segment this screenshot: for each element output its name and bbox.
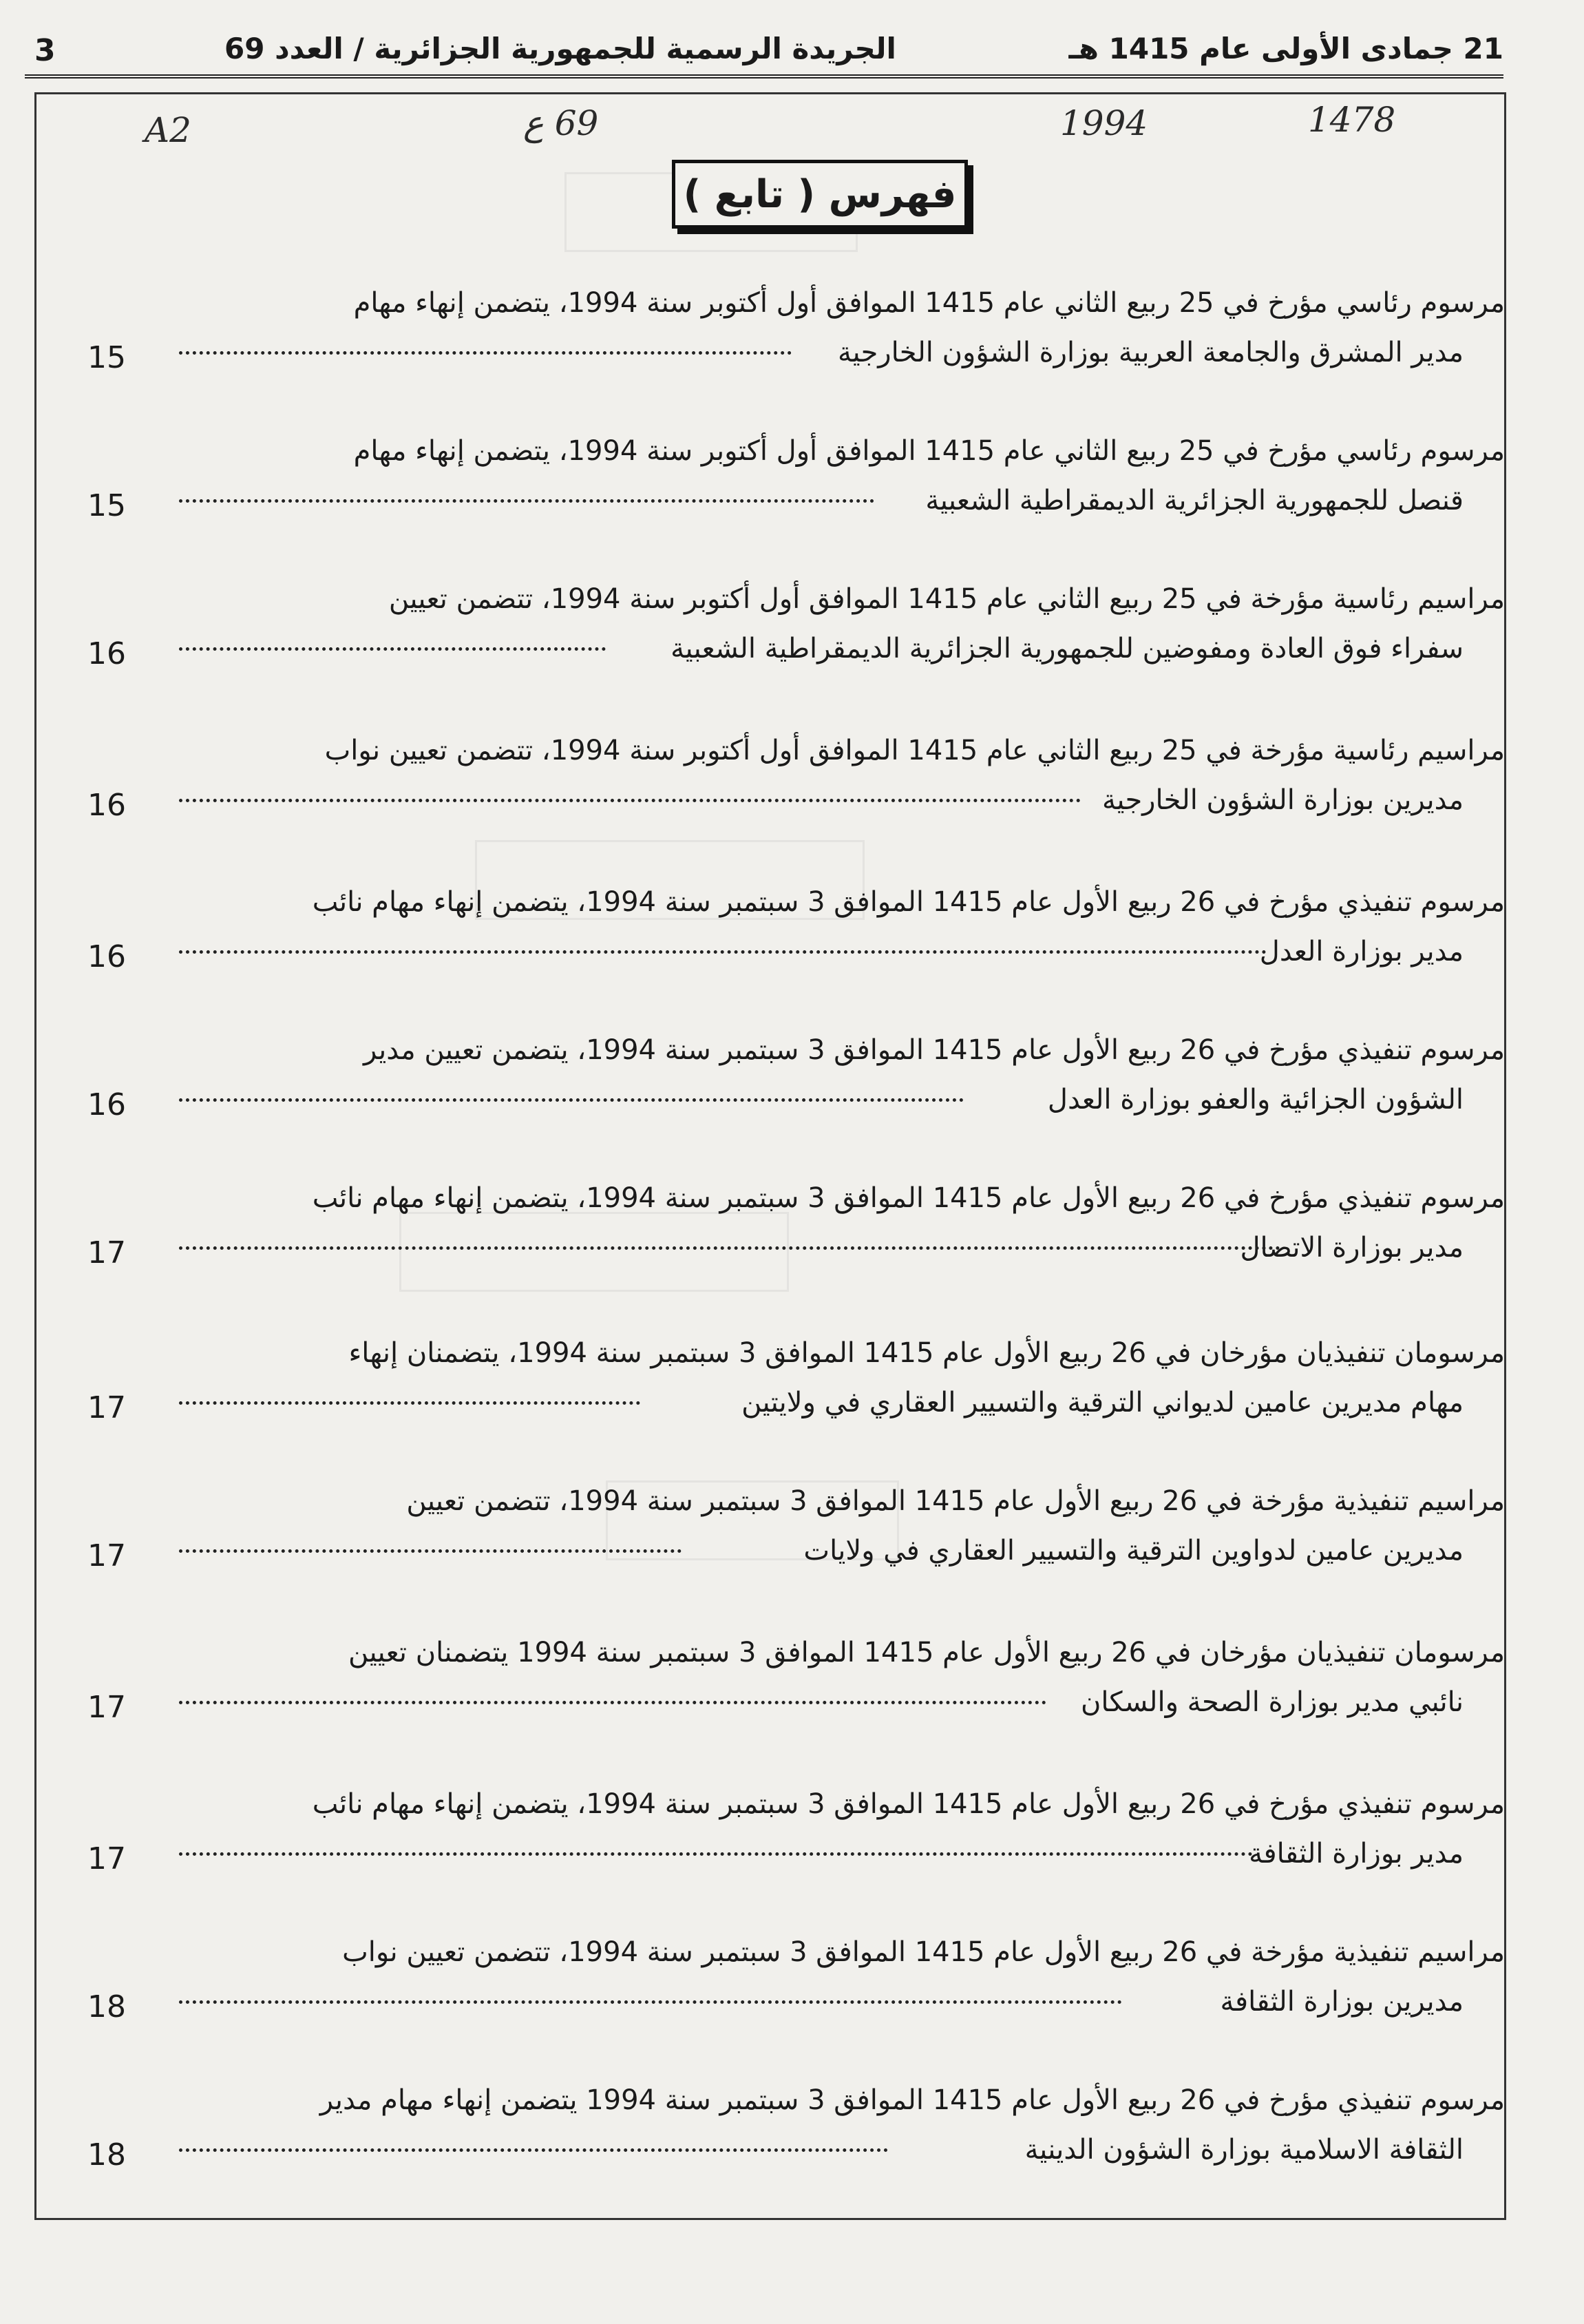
- issue-date: 21 جمادى الأولى عام 1415 هـ: [1068, 32, 1503, 65]
- dot-leader: [179, 1852, 1253, 1856]
- toc-entry[interactable]: [69, 1177, 1505, 1281]
- entry-title-line-2: مدير المشرق والجامعة العربية بوزارة الشؤون الخارجية: [838, 337, 1464, 368]
- entry-title-line-2: الشؤون الجزائية والعفو بوزارة العدل: [1047, 1084, 1464, 1116]
- entry-title-line-1: مرسوم رئاسي مؤرخ في 25 ربيع الثاني عام 1415 الموافق أول أكتوبر سنة 1994، يتضمن إنهاء مهام: [353, 287, 1505, 319]
- toc-entry[interactable]: [69, 430, 1505, 534]
- dot-leader: [179, 1549, 682, 1553]
- entry-page-number: 18: [87, 2137, 126, 2173]
- toc-entry[interactable]: [69, 2080, 1505, 2183]
- entry-title-line-1: مراسيم رئاسية مؤرخة في 25 ربيع الثاني عام 1415 الموافق أول أكتوبر سنة 1994، تتضمن تعيين: [388, 583, 1505, 615]
- dot-leader: [179, 647, 606, 651]
- entry-title-line-2: مدير بوزارة الاتصال: [1240, 1232, 1464, 1264]
- entry-title-line-1: مرسومان تنفيذيان مؤرخان في 26 ربيع الأول عام 1415 الموافق 3 سبتمبر سنة 1994، يتضمنان إنهاء: [348, 1337, 1505, 1369]
- entry-title-line-2: نائبي مدير بوزارة الصحة والسكان: [1080, 1686, 1464, 1718]
- page-number: 3: [34, 33, 56, 68]
- dot-leader: [179, 1401, 640, 1405]
- dot-leader: [179, 1246, 1280, 1250]
- entry-page-number: 16: [87, 636, 126, 671]
- toc-entry[interactable]: [69, 881, 1505, 985]
- toc-entry[interactable]: [69, 282, 1505, 386]
- toc-entry[interactable]: [69, 578, 1505, 682]
- entry-title-line-1: مرسوم تنفيذي مؤرخ في 26 ربيع الأول عام 1415 الموافق 3 سبتمبر سنة 1994، يتضمن تعيين مدير: [363, 1034, 1505, 1066]
- entry-title-line-2: مديرين عامين لدواوين الترقية والتسيير العقاري في ولايات: [803, 1535, 1464, 1567]
- dot-leader: [179, 2148, 888, 2152]
- toc-entry[interactable]: [69, 1332, 1505, 1436]
- entry-title-line-2: سفراء فوق العادة ومفوضين للجمهورية الجزائرية الديمقراطية الشعبية: [670, 633, 1464, 664]
- entry-page-number: 17: [87, 1235, 126, 1270]
- dot-leader: [179, 2000, 1122, 2004]
- entry-title-line-1: مراسيم تنفيذية مؤرخة في 26 ربيع الأول عام 1415 الموافق 3 سبتمبر سنة 1994، تتضمن تعيين: [406, 1485, 1505, 1517]
- entry-title-line-2: قنصل للجمهورية الجزائرية الديمقراطية الشعبية: [925, 485, 1464, 516]
- toc-entry[interactable]: [69, 1480, 1505, 1584]
- toc-entry[interactable]: [69, 1932, 1505, 2035]
- handwritten-mark-c: 1994: [1060, 103, 1148, 143]
- toc-entry[interactable]: [69, 1783, 1505, 1887]
- dot-leader: [179, 799, 1081, 802]
- entry-title-line-2: مديرين بوزارة الشؤون الخارجية: [1101, 784, 1464, 816]
- handwritten-mark-d: 1478: [1308, 100, 1396, 140]
- dot-leader: [179, 351, 792, 355]
- entry-title-line-1: مراسيم تنفيذية مؤرخة في 26 ربيع الأول عام 1415 الموافق 3 سبتمبر سنة 1994، تتضمن تعيين نواب: [342, 1936, 1505, 1968]
- handwritten-mark-a: A2: [145, 110, 191, 150]
- entry-title-line-1: مرسوم تنفيذي مؤرخ في 26 ربيع الأول عام 1415 الموافق 3 سبتمبر سنة 1994، يتضمن إنهاء مهام نائب: [312, 886, 1505, 918]
- entry-title-line-2: الثقافة الاسلامية بوزارة الشؤون الدينية: [1024, 2134, 1464, 2166]
- entry-title-line-1: مرسومان تنفيذيان مؤرخان في 26 ربيع الأول عام 1415 الموافق 3 سبتمبر سنة 1994 يتضمنان تعيين: [348, 1637, 1505, 1668]
- entry-title-line-1: مرسوم تنفيذي مؤرخ في 26 ربيع الأول عام 1415 الموافق 3 سبتمبر سنة 1994، يتضمن إنهاء مهام نائب: [312, 1182, 1505, 1214]
- entry-title-line-2: مدير بوزارة العدل: [1259, 936, 1464, 967]
- entry-title-line-2: مهام مديرين عامين لديواني الترقية والتسيير العقاري في ولايتين: [741, 1387, 1464, 1419]
- entry-page-number: 15: [87, 340, 126, 375]
- toc-entry[interactable]: [69, 1632, 1505, 1735]
- toc-entry[interactable]: [69, 730, 1505, 833]
- handwritten-mark-b: 69 ع: [523, 103, 599, 143]
- dot-leader: [179, 1098, 964, 1102]
- entry-page-number: 16: [87, 939, 126, 974]
- entry-title-line-1: مرسوم رئاسي مؤرخ في 25 ربيع الثاني عام 1415 الموافق أول أكتوبر سنة 1994، يتضمن إنهاء مهام: [353, 435, 1505, 467]
- toc-entry[interactable]: [69, 1029, 1505, 1133]
- entry-title-line-2: مدير بوزارة الثقافة: [1249, 1838, 1464, 1870]
- gazette-masthead: الجريدة الرسمية للجمهورية الجزائرية / العدد 69: [224, 32, 896, 65]
- entry-page-number: 15: [87, 488, 126, 523]
- entry-page-number: 17: [87, 1841, 126, 1876]
- section-title: فهرس ( تابع ): [672, 160, 968, 229]
- entry-title-line-1: مرسوم تنفيذي مؤرخ في 26 ربيع الأول عام 1415 الموافق 3 سبتمبر سنة 1994 يتضمن إنهاء مهام مدير: [319, 2084, 1505, 2116]
- entry-title-line-1: مراسيم رئاسية مؤرخة في 25 ربيع الثاني عام 1415 الموافق أول أكتوبر سنة 1994، تتضمن تعيين نواب: [324, 735, 1505, 766]
- dot-leader: [179, 499, 874, 503]
- entry-page-number: 18: [87, 1989, 126, 2024]
- dot-leader: [179, 950, 1267, 954]
- entry-page-number: 17: [87, 1690, 126, 1725]
- entry-page-number: 17: [87, 1390, 126, 1425]
- entry-page-number: 16: [87, 1087, 126, 1122]
- dot-leader: [179, 1701, 1046, 1704]
- entry-page-number: 16: [87, 788, 126, 823]
- entry-title-line-2: مديرين بوزارة الثقافة: [1220, 1986, 1464, 2018]
- entry-title-line-1: مرسوم تنفيذي مؤرخ في 26 ربيع الأول عام 1415 الموافق 3 سبتمبر سنة 1994، يتضمن إنهاء مهام نائب: [312, 1788, 1505, 1820]
- entry-page-number: 17: [87, 1538, 126, 1573]
